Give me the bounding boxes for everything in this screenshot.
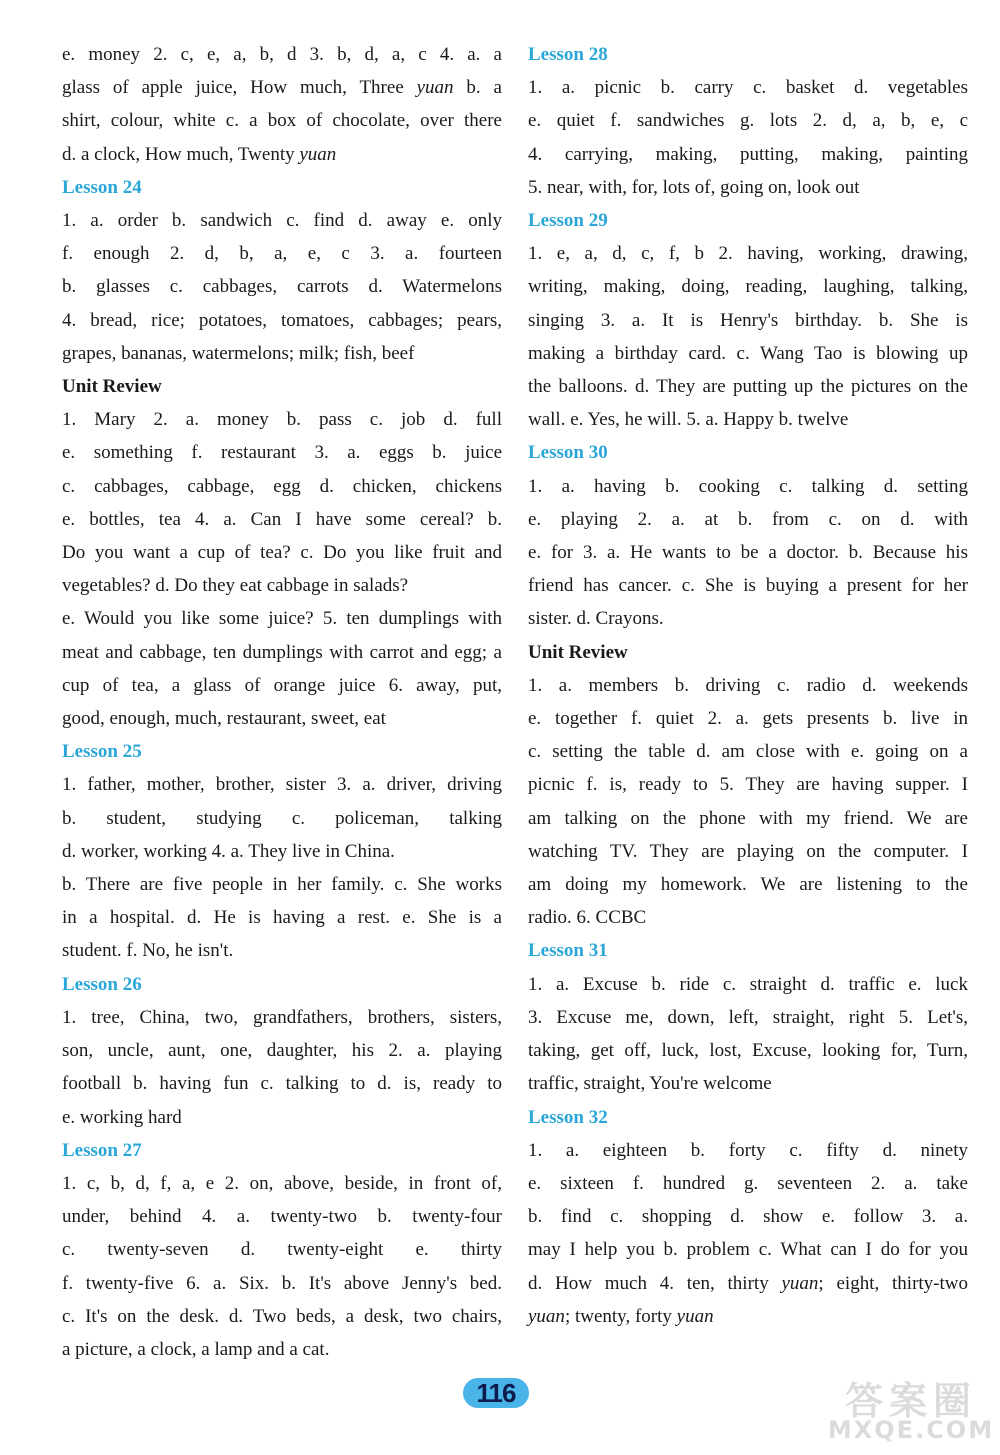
answer-line: am doing my homework. We are listening to the [528, 874, 968, 896]
answer-line: b. student, studying c. policeman, talking [62, 807, 502, 829]
answer-line: in a hospital. d. He is having a rest. e. She is a [62, 907, 502, 929]
answer-line: c. twenty-seven d. twenty-eight e. thirty [62, 1239, 502, 1261]
answer-line: the balloons. d. They are putting up the pictures on the [528, 376, 968, 398]
answer-line: e. playing 2. a. at b. from c. on d. with [528, 508, 968, 530]
answer-line: c. cabbages, cabbage, egg d. chicken, chickens [62, 475, 502, 497]
answer-line: writing, making, doing, reading, laughing, talking, [528, 276, 968, 298]
answer-line: 1. e, a, d, c, f, b 2. having, working, drawing, [528, 243, 968, 265]
answer-line: b. glasses c. cabbages, carrots d. Watermelons [62, 276, 502, 298]
answer-line: 1. a. having b. cooking c. talking d. setting [528, 475, 968, 497]
answer-line: under, behind 4. a. twenty-two b. twenty-four [62, 1206, 502, 1228]
answer-line: f. enough 2. d, b, a, e, c 3. a. fourteen [62, 243, 502, 265]
answer-line: c. setting the table d. am close with e. going on a [528, 741, 968, 763]
section-heading: Lesson 31 [528, 940, 608, 962]
answer-line: e. sixteen f. hundred g. seventeen 2. a. take [528, 1172, 968, 1194]
answer-line: may I help you b. problem c. What can I do for you [528, 1239, 968, 1261]
answer-line: e. bottles, tea 4. a. Can I have some cereal? b. [62, 508, 502, 530]
answer-line: b. find c. shopping d. show e. follow 3. a. [528, 1206, 968, 1228]
answer-line: Do you want a cup of tea? c. Do you like fruit and [62, 542, 502, 564]
answer-line: friend has cancer. c. She is buying a present for her [528, 575, 968, 597]
answer-line: e. quiet f. sandwiches g. lots 2. d, a, b, e, c [528, 110, 968, 132]
answer-line: d. worker, working 4. a. They live in China. [62, 840, 395, 862]
section-heading: Unit Review [62, 376, 162, 398]
answer-line: 1. a. order b. sandwich c. find d. away e. only [62, 210, 502, 232]
answer-line: a picture, a clock, a lamp and a cat. [62, 1338, 330, 1360]
answer-line: wall. e. Yes, he will. 5. a. Happy b. twelve [528, 409, 849, 431]
answer-line: 4. carrying, making, putting, making, painting [528, 143, 968, 165]
answer-line: e. together f. quiet 2. a. gets presents b. live in [528, 708, 968, 730]
answer-line: meat and cabbage, ten dumplings with carrot and egg; a [62, 641, 502, 663]
answer-line: traffic, straight, You're welcome [528, 1073, 772, 1095]
section-heading: Lesson 32 [528, 1106, 608, 1128]
answer-line: e. working hard [62, 1106, 182, 1128]
section-heading: Lesson 30 [528, 442, 608, 464]
answer-line: making a birthday card. c. Wang Tao is blowing up [528, 342, 968, 364]
answer-line: 3. Excuse me, down, left, straight, right 5. Let's, [528, 1006, 968, 1028]
answer-line: glass of apple juice, How much, Three yuan b. a [62, 77, 502, 99]
answer-line: e. for 3. a. He wants to be a doctor. b. Because his [528, 542, 968, 564]
watermark-text: 答案圈 [844, 1379, 977, 1423]
answer-line: f. twenty-five 6. a. Six. b. It's above Jenny's bed. [62, 1272, 502, 1294]
answer-line: cup of tea, a glass of orange juice 6. away, put, [62, 674, 502, 696]
section-heading: Lesson 28 [528, 44, 608, 65]
answer-line: grapes, bananas, watermelons; milk; fish, beef [62, 342, 415, 364]
section-heading: Lesson 27 [62, 1139, 142, 1161]
page-number-badge: 116 [463, 1378, 529, 1408]
answer-line: e. Would you like some juice? 5. ten dumplings with [62, 608, 502, 630]
section-heading: Unit Review [528, 641, 628, 663]
answer-column-right [528, 38, 968, 1333]
answer-line: 1. father, mother, brother, sister 3. a. driver, driving [62, 774, 502, 796]
answer-line: c. It's on the desk. d. Two beds, a desk, two chairs, [62, 1305, 502, 1327]
answer-line: am talking on the phone with my friend. We are [528, 807, 968, 829]
answer-column-left [62, 38, 502, 1366]
answer-line: b. There are five people in her family. c. She works [62, 874, 502, 896]
answer-line: 5. near, with, for, lots of, going on, look out [528, 176, 860, 198]
answer-line: yuan; twenty, forty yuan [528, 1305, 714, 1327]
section-heading: Lesson 29 [528, 210, 608, 232]
section-heading: Lesson 26 [62, 973, 142, 995]
answer-line: radio. 6. CCBC [528, 907, 647, 929]
answer-line: e. something f. restaurant 3. a. eggs b. juice [62, 442, 502, 464]
answer-line: student. f. No, he isn't. [62, 940, 234, 962]
answer-line: singing 3. a. It is Henry's birthday. b. She is [528, 309, 968, 331]
answer-line: picnic f. is, ready to 5. They are having supper. I [528, 774, 968, 796]
answer-line: 1. a. Excuse b. ride c. straight d. traffic e. luck [528, 973, 968, 995]
answer-line: d. How much 4. ten, thirty yuan; eight, thirty-two [528, 1272, 968, 1294]
answer-line: 1. a. members b. driving c. radio d. weekends [528, 674, 968, 696]
answer-line: taking, get off, luck, lost, Excuse, looking for, Turn, [528, 1040, 968, 1062]
answer-line: sister. d. Crayons. [528, 608, 664, 630]
answer-line: good, enough, much, restaurant, sweet, eat [62, 708, 386, 730]
answer-line: vegetables? d. Do they eat cabbage in salads? [62, 575, 409, 597]
answer-line: 1. tree, China, two, grandfathers, brothers, sisters, [62, 1006, 502, 1028]
watermark-domain: MXQE.COM [827, 1416, 995, 1444]
answer-line: son, uncle, aunt, one, daughter, his 2. a. playing [62, 1040, 502, 1062]
watermark-logo [826, 1370, 996, 1450]
answer-line: shirt, colour, white c. a box of chocolate, over there [62, 110, 502, 132]
answer-line: 1. c, b, d, f, a, e 2. on, above, beside, in front of, [62, 1172, 502, 1194]
answer-line: 1. Mary 2. a. money b. pass c. job d. full [62, 409, 502, 431]
answer-line: 4. bread, rice; potatoes, tomatoes, cabbages; pears, [62, 309, 502, 331]
answer-line: watching TV. They are playing on the computer. I [528, 840, 968, 862]
answer-line: d. a clock, How much, Twenty yuan [62, 143, 337, 165]
answer-line: 1. a. picnic b. carry c. basket d. vegetables [528, 77, 968, 99]
answer-line: e. money 2. c, e, a, b, d 3. b, d, a, c 4. a. a [62, 44, 502, 65]
section-heading: Lesson 24 [62, 176, 142, 198]
answer-line: football b. having fun c. talking to d. is, ready to [62, 1073, 502, 1095]
answer-line: 1. a. eighteen b. forty c. fifty d. ninety [528, 1139, 968, 1161]
section-heading: Lesson 25 [62, 741, 142, 763]
